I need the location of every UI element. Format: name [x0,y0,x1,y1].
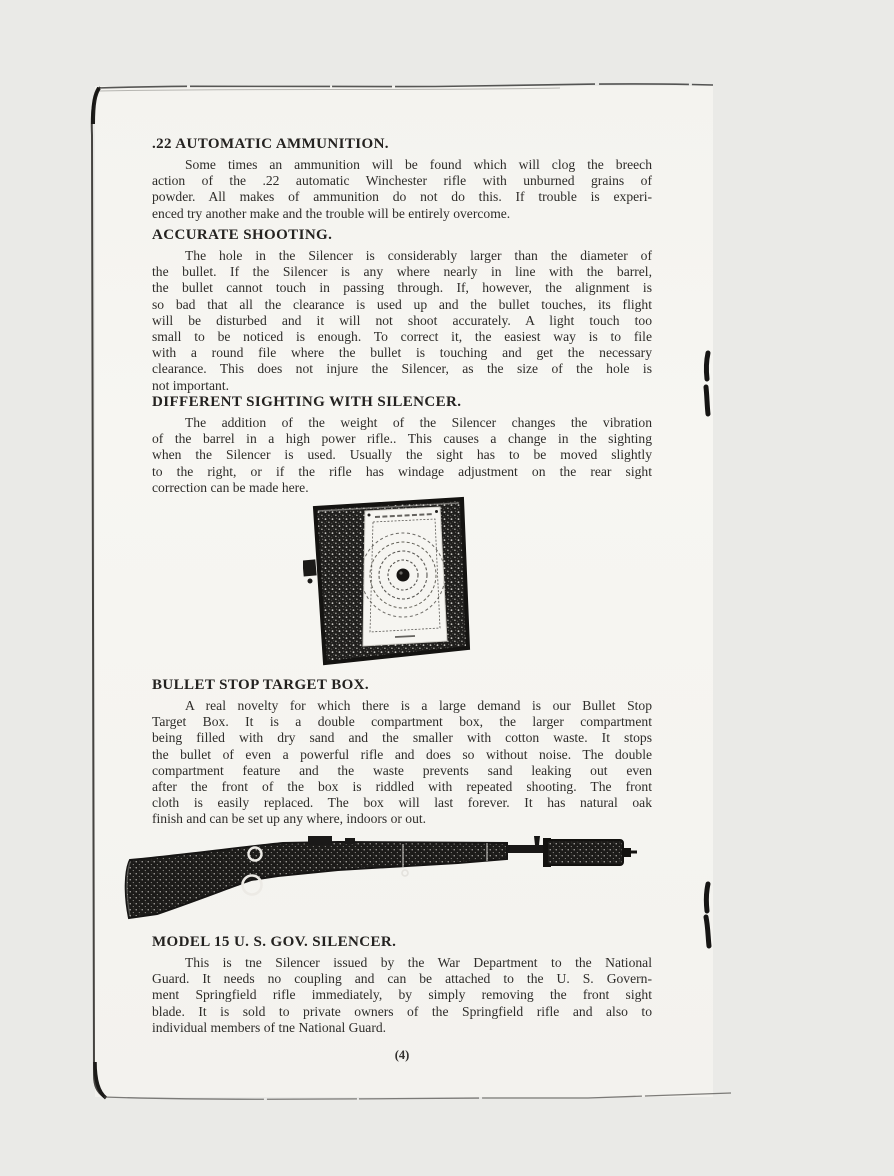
text-line: The addition of the weight of the Silencer changes the vibration [185,415,652,430]
text-line: action of the .22 automatic Winchester rifle with unburned grains of [152,173,652,189]
scanned-page [95,86,713,1097]
springfield-rifle-figure [123,830,668,930]
text-line: so bad that all the clearance is used up and the bullet touches, its flight [152,296,652,312]
text-line: blade. It is sold to private owners of the Springfield rifle and also to [152,1003,652,1019]
heading-accurate-shooting: ACCURATE SHOOTING. [152,227,333,243]
text-line: individual members of tne National Guard. [152,1019,387,1035]
text-line: clearance. This does not injure the Silencer, as the size of the hole is [152,361,652,377]
text-line: correction can be made here. [152,479,309,495]
text-line: Some times an ammunition will be found which will clog the breech [185,157,652,172]
paragraph-22-automatic-ammunition [152,157,652,222]
sling-swivel [402,870,408,876]
rifle-stock [126,842,507,918]
bullet-stop-target-box-figure [303,496,475,668]
paragraph-different-sighting [152,415,652,496]
paragraph-model-15-silencer [152,955,652,1036]
text-line: of the barrel in a high power rifle.. This causes a change in the sighting [152,431,652,447]
receiver-bump [345,838,355,844]
silencer-tip [623,848,631,857]
target-footer-text [395,636,415,637]
paragraph-bullet-stop-target-box [152,698,652,828]
heading-different-sighting: DIFFERENT SIGHTING WITH SILENCER. [152,394,462,410]
heading-22-automatic-ammunition: .22 AUTOMATIC AMMUNITION. [152,136,389,152]
text-line: with a round file where the bullet is touching and get the necessary [152,345,652,361]
text-line: the bullet. If the Silencer is any where nearly in line with the barrel, [152,264,652,280]
text-line: when the Silencer is used. Usually the sight has to be moved slightly [152,447,652,463]
text-line: small to be noticed is enough. To correct it, the easiest way is to file [152,329,652,345]
target-box-hasp [303,559,317,576]
text-line: after the front of the box is riddled with repeated shooting. The front [152,779,652,795]
barrel [507,845,549,853]
text-line: cloth is easily replaced. The box will last forever. It has natural oak [152,795,652,811]
heading-bullet-stop-target-box: BULLET STOP TARGET BOX. [152,677,370,693]
text-line: Target Box. It is a double compartment box, the larger compartment [152,714,652,730]
text-line: enced try another make and the trouble will be entirely overcome. [152,205,511,221]
text-line: to the right, or if the rifle has windage adjustment on the rear sight [152,463,652,479]
rifle-photo [126,836,637,918]
page-number: (4) [394,1048,410,1062]
text-line: powder. All makes of ammunition do not do this. If trouble is experi- [152,189,652,205]
heading-model-15-silencer: MODEL 15 U. S. GOV. SILENCER. [152,934,397,950]
paragraph-accurate-shooting [152,248,652,394]
text-line: finish and can be set up any where, indoors or out. [152,811,427,827]
target-box-photo [303,499,468,663]
text-line: not important. [152,377,230,393]
text-line: Guard. It needs no coupling and can be attached to the U. S. Govern- [152,971,652,987]
text-line: compartment feature and the waste prevents sand leaking out even [152,762,652,778]
text-line: A real novelty for which there is a large demand is our Bullet Stop [185,698,652,713]
target-pin-right [435,510,438,513]
target-pin-left [368,514,371,517]
text-line: the bullet of even a powerful rifle and does so without noise. The double [152,746,652,762]
text-line: This is tne Silencer issued by the War Department to the National [185,955,652,970]
bullseye [397,569,410,582]
front-sight [534,836,540,845]
text-line: The hole in the Silencer is considerably larger than the diameter of [185,248,652,263]
rear-sight [308,836,332,845]
text-line: the bullet cannot touch in passing through. If, however, the alignment is [152,280,652,296]
text-line: will be disturbed and it will not shoot accurately. A light touch too [152,312,652,328]
text-line: ment Springfield rifle immediately, by simply removing the front sight [152,987,652,1003]
silencer-tube [547,840,623,865]
target-box-hasp-ring [308,579,313,584]
text-line: being filled with dry sand and the smaller with cotton waste. It stops [152,730,652,746]
